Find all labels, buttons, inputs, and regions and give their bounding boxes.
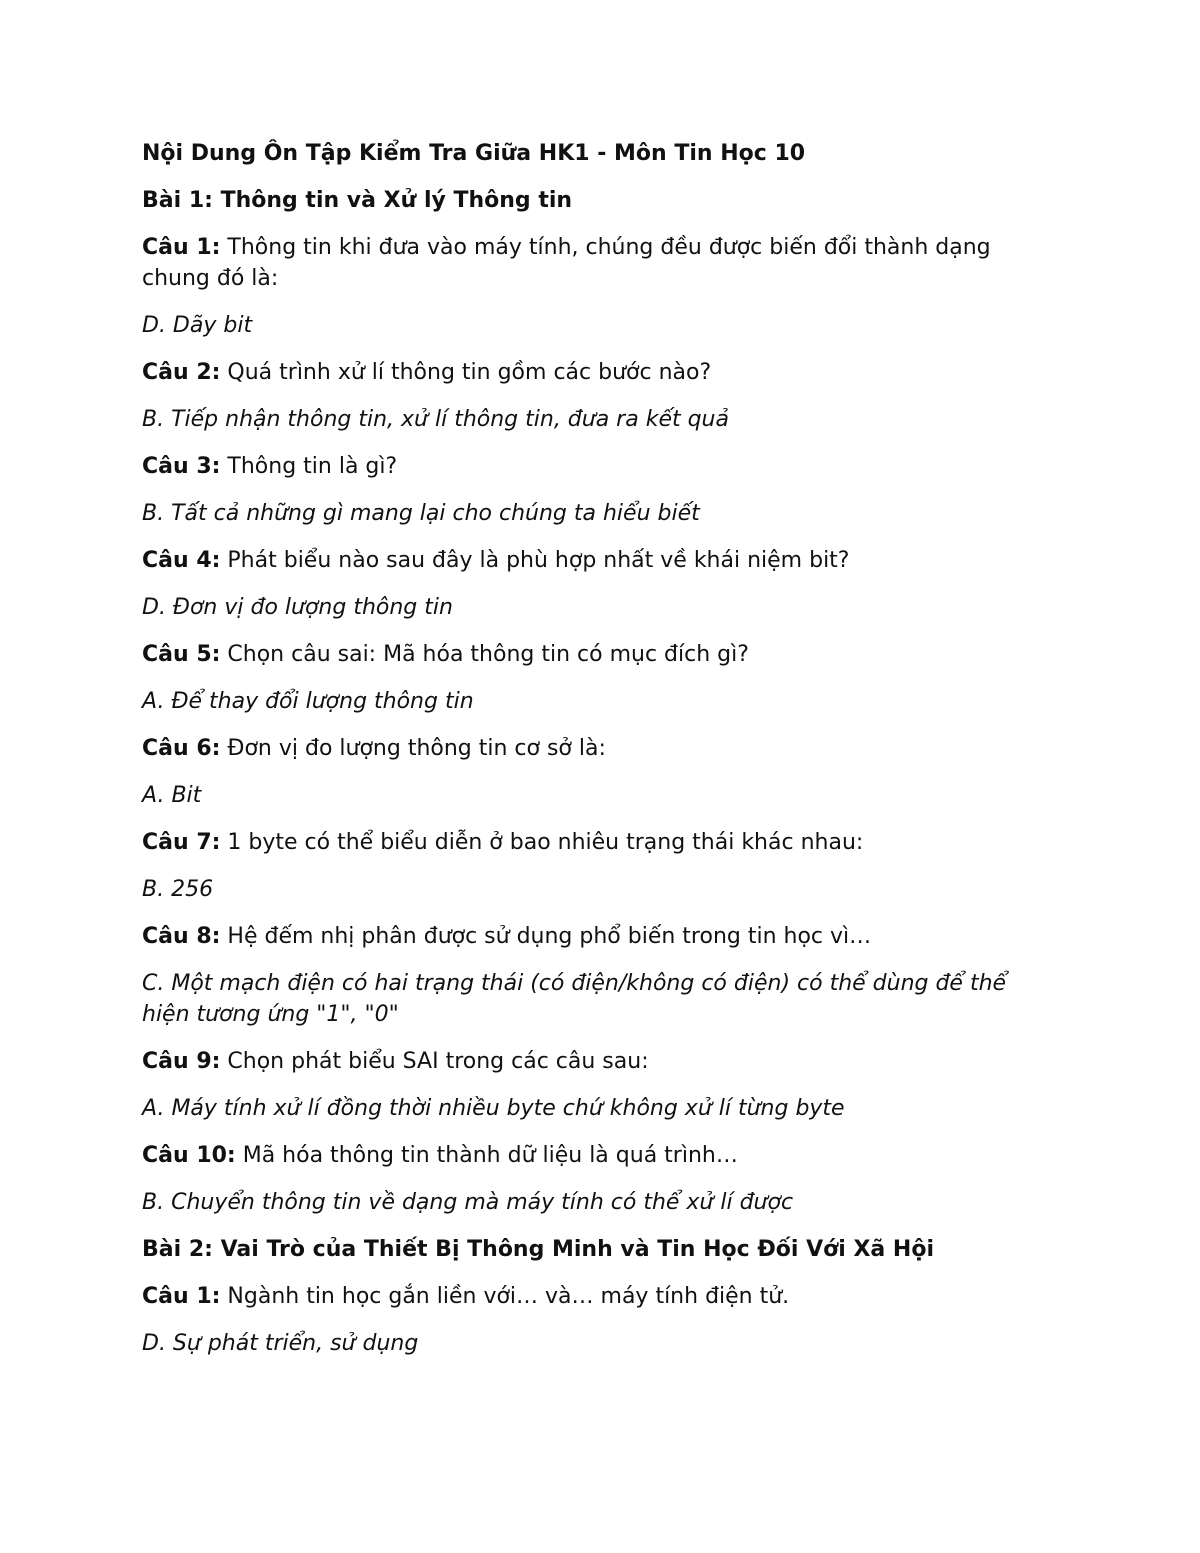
answer: D. Sự phát triển, sử dụng: [142, 1331, 419, 1356]
answer: A. Máy tính xử lí đồng thời nhiều byte chứ không xử lí từng byte: [142, 1096, 845, 1121]
answer: A. Bit: [142, 783, 202, 808]
answer: D. Dãy bit: [142, 313, 253, 338]
question-label: Câu 10:: [142, 1143, 236, 1168]
question-label: Câu 6:: [142, 736, 221, 761]
question: [142, 1281, 1057, 1312]
question: [142, 357, 1057, 388]
question-text: Hệ đếm nhị phân được sử dụng phổ biến trong tin học vì…: [220, 924, 872, 949]
question-text: Ngành tin học gắn liền với… và… máy tính điện tử.: [220, 1284, 790, 1309]
question-text: Thông tin khi đưa vào máy tính, chúng đều được biến đổi thành dạng chung đó là:: [142, 235, 991, 291]
question-label: Câu 1:: [142, 235, 221, 260]
question-text: Chọn câu sai: Mã hóa thông tin có mục đích gì?: [220, 642, 749, 667]
question-label: Câu 8:: [142, 924, 221, 949]
question-text: Phát biểu nào sau đây là phù hợp nhất về khái niệm bit?: [220, 548, 850, 573]
question-label: Câu 9:: [142, 1049, 221, 1074]
question: [142, 232, 1057, 294]
question: [142, 1140, 1057, 1171]
answer: C. Một mạch điện có hai trạng thái (có điện/không có điện) có thể dùng để thể hiện tương ứng "1", "0": [142, 971, 1007, 1027]
question-text: Đơn vị đo lượng thông tin cơ sở là:: [220, 736, 606, 761]
answer: B. Chuyển thông tin về dạng mà máy tính có thể xử lí được: [142, 1190, 794, 1215]
answer: B. Tiếp nhận thông tin, xử lí thông tin, đưa ra kết quả: [142, 407, 729, 432]
section-heading: Bài 1: Thông tin và Xử lý Thông tin: [142, 188, 573, 213]
question: [142, 545, 1057, 576]
question: [142, 733, 1057, 764]
document-title: Nội Dung Ôn Tập Kiểm Tra Giữa HK1 - Môn Tin Học 10: [142, 141, 806, 166]
answer: D. Đơn vị đo lượng thông tin: [142, 595, 453, 620]
question: [142, 451, 1057, 482]
question-text: Quá trình xử lí thông tin gồm các bước nào?: [220, 360, 712, 385]
question-label: Câu 4:: [142, 548, 221, 573]
question: [142, 921, 1057, 952]
question-text: Mã hóa thông tin thành dữ liệu là quá trình…: [235, 1143, 738, 1168]
section-heading: Bài 2: Vai Trò của Thiết Bị Thông Minh và Tin Học Đối Với Xã Hội: [142, 1237, 934, 1262]
question: [142, 1046, 1057, 1077]
question-label: Câu 5:: [142, 642, 221, 667]
question: [142, 639, 1057, 670]
question-text: Chọn phát biểu SAI trong các câu sau:: [220, 1049, 649, 1074]
question-label: Câu 2:: [142, 360, 221, 385]
question-text: Thông tin là gì?: [220, 454, 398, 479]
question-text: 1 byte có thể biểu diễn ở bao nhiêu trạng thái khác nhau:: [220, 830, 864, 855]
question-label: Câu 3:: [142, 454, 221, 479]
question-label: Câu 1:: [142, 1284, 221, 1309]
answer: B. Tất cả những gì mang lại cho chúng ta hiểu biết: [142, 501, 700, 526]
document-page: [142, 138, 1057, 1375]
answer: B. 256: [142, 877, 214, 902]
question-label: Câu 7:: [142, 830, 221, 855]
answer: A. Để thay đổi lượng thông tin: [142, 689, 474, 714]
question: [142, 827, 1057, 858]
